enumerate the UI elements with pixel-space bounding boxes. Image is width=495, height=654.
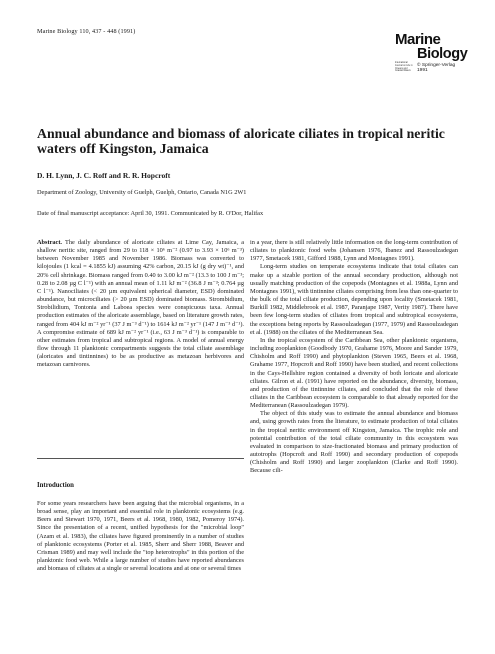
introduction-heading: Introduction — [37, 482, 74, 489]
right-text-column — [250, 239, 458, 476]
introduction-column — [37, 500, 244, 573]
logo-word-marine: Marine — [395, 31, 441, 48]
right-paragraph-3: In the tropical ecosystem of the Caribbean Sea, other planktonic organisms, including zooplankton (Goodbody 1970, Grahame 1976, Moore and Sander 1979, Chisholm and Roff 1990) and phytoplankton (Steven 1965, Beers et al. 1968, Grahame 1977, Hopcroft and Roff 1990) have been studied, and recent collections in the Cays-Hellshire region contained a diversity of both loricate and aloricate ciliates. Gilron et al. (1991) have reported on the abundance, diversity, biomass, and production of the tintinnine ciliates, and concluded that the role of these ciliates in the Caribbean ecosystem is comparable to that already reported for the Mediterranean (Rassoulzadegan 1979). — [250, 336, 458, 410]
article-authors: D. H. Lynn, J. C. Roff and R. R. Hopcroft — [37, 171, 171, 180]
right-paragraph-4: The object of this study was to estimate the annual abundance and biomass and, using growth rates from the literature, to estimate production of total ciliates in the tropical neritic environment off Kingston, Jamaica. The trophic role and potential contribution of the total ciliate community in this ecosystem was evaluated in comparison to size-fractionated biomass and primary production of autotrophs (Hopcroft and Roff 1990) and secondary production of copepods (Chisholm and Roff 1990) and larger zooplankton (Clarke and Roff 1990). Because cili- — [250, 410, 458, 475]
article-title: Annual abundance and biomass of aloricate ciliates in tropical neritic waters off Kingston, Jamaica — [37, 126, 445, 156]
logo-copyright: © Springer-Verlag 1991 — [417, 63, 456, 73]
abstract-divider — [37, 458, 244, 459]
author-affiliation: Department of Zoology, University of Guelph, Guelph, Ontario, Canada N1G 2W1 — [37, 189, 247, 196]
acceptance-dateline: Date of final manuscript acceptance: April 30, 1991. Communicated by R. O'Dor, Halifax — [37, 210, 264, 217]
abstract-column — [37, 239, 244, 370]
logo-word-biology: Biology — [417, 46, 468, 62]
introduction-paragraph-1: For some years researchers have been arguing that the microbial organisms, in a broad sense, play an important and essential role in planktonic ecosystems (e.g. Beers and Stewart 1970, 1971, Beers et al. 1968, 1980, 1982, Pomeroy 1974). Since the presentation of a recent, unified hypothesis for the "microbial loop" (Azam et al. 1983), the ciliates have figured prominently in a number of studies of planktonic ecosystems (Porter et al. 1985, Sherr and Sherr 1988, Beaver and Crisman 1989) and may well include the "top heterotrophs" in this portion of the planktonic food web. While a large number of studies have reported abundances and biomass of ciliates at a single or several locations and at one or several times — [37, 500, 244, 573]
abstract-text: The daily abundance of aloricate ciliates at Lime Cay, Jamaica, a shallow neritic site, ranged from 29 to 118 × 10⁶ m⁻² (0.97 to 3.93 × 10⁶ m⁻³) between November 1985 and November 1986. Biomass was converted to kilojoules (1 kcal = 4.1855 kJ) assuming 42% carbon, 20.15 kJ (g dry wt)⁻¹, and 20% cell shrinkage. Biomass ranged from 0.40 to 3.00 kJ m⁻² (13.3 to 100 J m⁻³; 0.28 to 2.08 µg C l⁻¹) with an annual mean of 1.11 kJ m⁻² (36.8 J m⁻³; 0.764 µg C l⁻¹). Nanociliates (< 20 µm equivalent spherical diameter, ESD) dominated abundance, but microciliates (> 20 µm ESD) dominated biomass. Strombidium, Strobilidium, Tontonia and Laboea species were conspicuous taxa. Annual production estimates of the aloricate assemblage, based on literature growth rates, ranged from 404 kJ m⁻² yr⁻¹ (37 J m⁻³ d⁻¹) to 1614 kJ m⁻² yr⁻¹ (147 J m⁻³ d⁻¹). A compromise estimate of 689 kJ m⁻² yr⁻¹ (i.e., 63 J m⁻³ d⁻¹) is comparable to other estimates from tropical and subtropical regions. A model of annual energy flow through 11 planktonic compartments suggests the total ciliate assemblage (aloricates and tintinnines) to be as productive as metazoan herbivores and metazoan carnivores. — [37, 239, 244, 369]
abstract-label: Abstract. — [37, 239, 63, 246]
right-paragraph-1: in a year, there is still relatively little information on the long-term contribution of ciliates to planktonic food webs (Johansen 1976, Ibanez and Rassoulzadegan 1977, Smetacek 1981, Gifford 1988, Lynn and Montagnes 1991). — [250, 239, 458, 263]
journal-logo — [395, 33, 467, 73]
right-paragraph-2: Long-term studies on temperate ecosystems indicate that total ciliates can make up a sizable portion of the annual secondary production, although not usually matching production of the copepods (Montagnes et al. 1988a, Lynn and Montagnes 1991), with tintinnine ciliates comprising from less than one-quarter to the bulk of the total ciliate production, depending upon locality (Smetacek 1981, Burkill 1982, Middlebrook et al. 1987, Paranjape 1987, Verity 1987). There have been few long-term studies of ciliates from tropical and subtropical ecosystems, the exceptions being reports by Rassoulzadegan (1977, 1979) and Rassoulzadegan et al. (1988) on the ciliates of the Mediterranean Sea. — [250, 263, 458, 336]
logo-tagline: International Journal on Life in Oceans and Coastal Waters — [395, 62, 413, 73]
abstract-paragraph — [37, 239, 244, 370]
journal-citation: Marine Biology 110, 437 - 448 (1991) — [37, 28, 136, 35]
